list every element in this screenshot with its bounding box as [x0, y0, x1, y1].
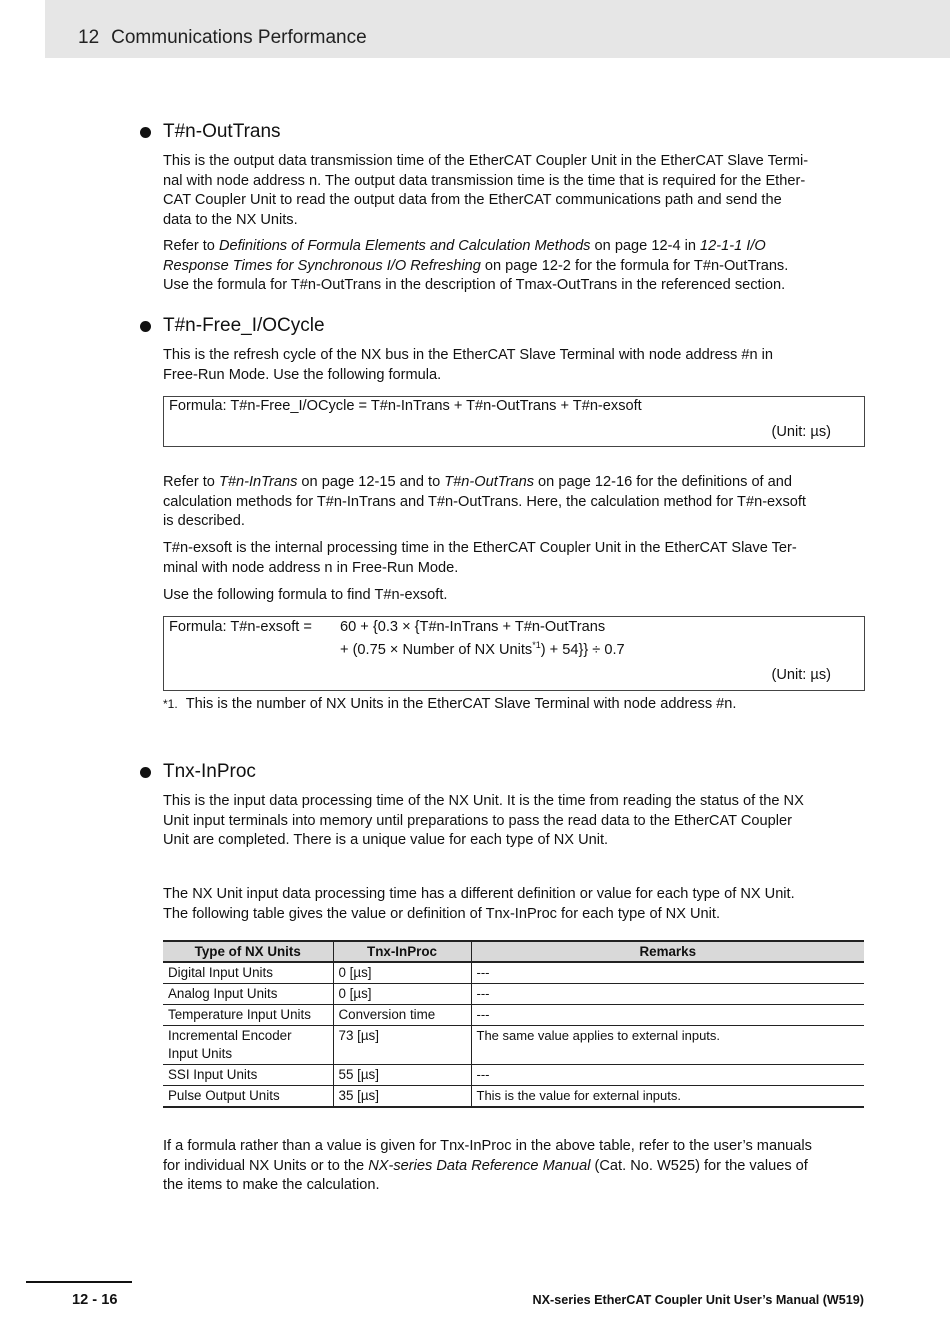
table-row: Pulse Output Units 35 [µs] This is the value for external inputs.: [163, 1086, 864, 1108]
unit-label: (Unit: µs): [771, 667, 831, 683]
table-row: Temperature Input Units Conversion time ---: [163, 1005, 864, 1026]
formula-box: [163, 616, 865, 691]
footnote-text: This is the number of NX Units in the EtherCAT Slave Terminal with node address #n.: [185, 696, 737, 712]
inproc-table: [163, 940, 864, 1108]
footnote-mark: *1.: [163, 697, 178, 711]
reference-link[interactable]: 12-1-1 I/O: [700, 238, 766, 254]
footnote: [163, 696, 736, 712]
bullet-icon: [140, 127, 151, 138]
bullet-icon: [140, 321, 151, 332]
bullet-icon: [140, 767, 151, 778]
manual-title: NX-series EtherCAT Coupler Unit User’s Manual (W519): [532, 1293, 864, 1307]
chapter-number: 12: [78, 27, 100, 48]
reference-link[interactable]: Response Times for Synchronous I/O Refreshing: [163, 257, 481, 274]
paragraph: Refer to T#n-InTrans on page 12-15 and to T#n-OutTrans on page 12-16 for the definitions of and calculation methods for T#n-InTrans and T#n-OutTrans. Here, the calculation method for T#n-exsoft is described.: [163, 474, 806, 529]
table-header: Type of NX Units: [163, 941, 333, 962]
section-title: T#n-OutTrans: [163, 121, 281, 142]
section-heading-inproc: [140, 761, 256, 783]
reference-link[interactable]: Definitions of Formula Elements and Calculation Methods: [218, 238, 591, 254]
reference-link[interactable]: T#n-OutTrans: [444, 474, 534, 490]
formula-box: [163, 396, 865, 447]
section-heading-free-iocycle: [140, 315, 325, 337]
table-header: Tnx-InProc: [333, 941, 471, 962]
formula-line: 60 + {0.3 × {T#n-InTrans + T#n-OutTrans: [340, 619, 606, 635]
table-row: Analog Input Units 0 [µs] ---: [163, 984, 864, 1005]
formula-line: + (0.75 × Number of NX Units$^{*1}$) + 54}} ÷ 0.7: [340, 640, 625, 658]
table-row: SSI Input Units 55 [µs] ---: [163, 1065, 864, 1086]
page-number: 12 - 16: [72, 1292, 118, 1308]
formula-text: Formula: T#n-Free_I/OCycle = T#n-InTrans + T#n-OutTrans + T#n-exsoft: [169, 398, 642, 414]
table-header: Remarks: [471, 941, 864, 962]
paragraph: If a formula rather than a value is given for Tnx-InProc in the above table, refer to the user’s manuals for individual NX Units or to the NX-series Data Reference Manual (Cat. No. W525) for the values of the items to make the calculation.: [163, 1138, 812, 1193]
table-row: Digital Input Units 0 [µs] ---: [163, 962, 864, 984]
reference-link[interactable]: T#n-InTrans: [218, 474, 298, 490]
section-title: Tnx-InProc: [163, 761, 256, 782]
paragraph: T#n-exsoft is the internal processing time in the EtherCAT Coupler Unit in the EtherCAT Slave Ter- minal with node address n in Free-Run Mode.: [163, 540, 797, 576]
section-heading-outtrans: [140, 121, 281, 143]
reference-link[interactable]: NX-series Data Reference Manual: [368, 1157, 591, 1174]
unit-label: (Unit: µs): [771, 424, 831, 440]
chapter-header: [78, 27, 367, 49]
footer-rule: [26, 1281, 132, 1283]
section-title: T#n-Free_I/OCycle: [163, 315, 325, 336]
paragraph: Use the following formula to find T#n-exsoft.: [163, 587, 448, 603]
chapter-title: Communications Performance: [111, 27, 367, 48]
footnote-ref[interactable]: *1: [532, 640, 541, 650]
formula-label: Formula: T#n-exsoft =: [169, 619, 312, 635]
paragraph: This is the refresh cycle of the NX bus in the EtherCAT Slave Terminal with node address #n in Free-Run Mode. Use the following formula.: [163, 347, 773, 383]
table-row: Incremental Encoder Input Units 73 [µs] The same value applies to external inputs.: [163, 1026, 864, 1065]
paragraph: This is the output data transmission time of the EtherCAT Coupler Unit in the EtherCAT Slave Termi- nal with node address n. The output data transmission time is the time that is required for the Ether- CAT Coupler Unit to read the output data from the EtherCAT communications path and send the data to the NX Units.: [163, 153, 809, 228]
paragraph: The NX Unit input data processing time has a different definition or value for each type of NX Unit. The following table gives the value or definition of Tnx-InProc for each type of NX Unit.: [163, 886, 795, 922]
paragraph: Refer to Definitions of Formula Elements and Calculation Methods on page 12-4 in 12-1-1 I/O Response Times for Synchronous I/O Refreshing on page 12-2 for the formula for T#n-OutTrans. Use the formula for T#n-OutTrans in the description of Tmax-OutTrans in the referenced section.: [163, 238, 789, 293]
paragraph: This is the input data processing time of the NX Unit. It is the time from reading the status of the NX Unit input terminals into memory until preparations to pass the read data to the EtherCAT Coupler Unit are completed. There is a unique value for each type of NX Unit.: [163, 793, 804, 848]
